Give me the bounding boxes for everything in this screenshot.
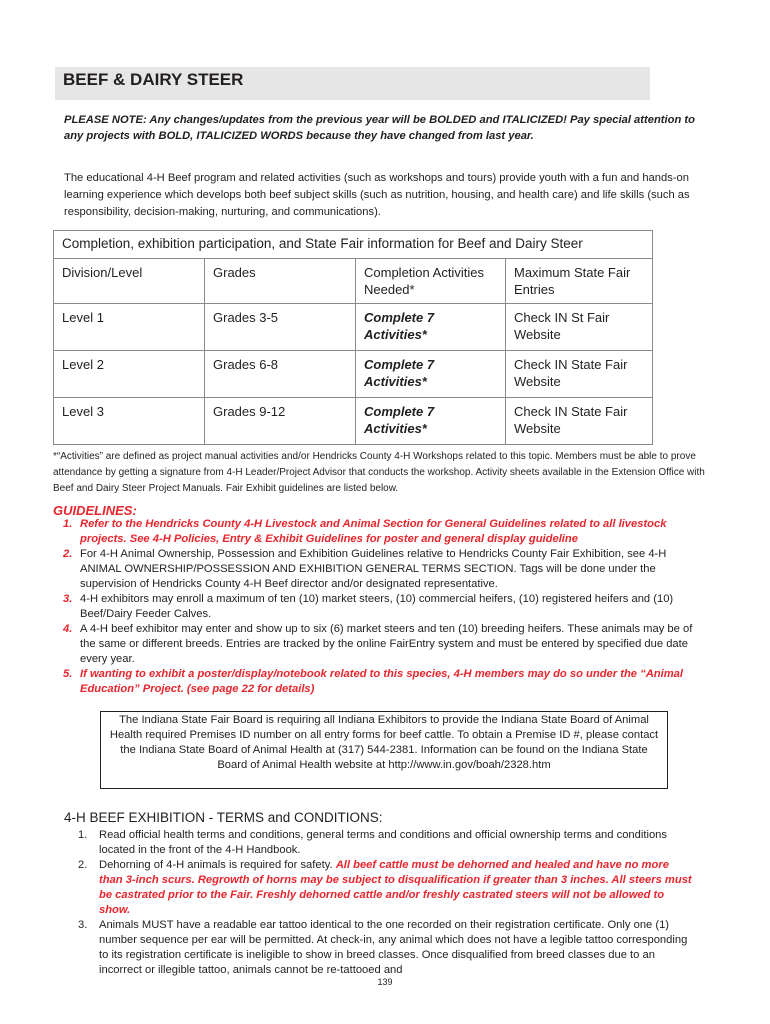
list-item	[64, 918, 694, 978]
header-max-entries: Maximum State Fair Entries	[506, 259, 653, 304]
terms-list	[64, 828, 694, 978]
update-note: PLEASE NOTE: Any changes/updates from the previous year will be BOLDED and ITALICIZED! Pay special attention to any projects with BOLD, ITALICIZED WORDS because they have changed from last year.	[64, 114, 695, 142]
item-text: Refer to the Hendricks County 4-H Livestock and Animal Section for General Guidelines related to all livestock projects. See 4-H Policies, Entry & Exhibit Guidelines for poster and general display guideline	[80, 518, 667, 545]
cell-entries: Check IN State Fair Website	[506, 398, 653, 445]
notice-text: The Indiana State Fair Board is requiring all Indiana Exhibitors to provide the Indiana State Board of Animal Health required Premises ID number on all entry forms for beef cattle. To obtain a Premise ID #, please contact the Indiana State Board of Animal Health at (317) 544-2381. Information can be found on the Indiana State Board of Animal Health website at http://www.in.gov/boah/2328.htm	[109, 714, 659, 771]
intro-paragraph: The educational 4-H Beef program and related activities (such as workshops and tours) provide youth with a fun and hands-on learning experience which develops both beef subject skills (such as nutrition, housing, and health care) and life skills (such as responsibility, decision-making, nurturing, and communications).	[64, 172, 690, 218]
list-item	[53, 622, 703, 667]
header-division: Division/Level	[54, 259, 205, 304]
cell-level: Level 1	[54, 304, 205, 351]
item-number: 3.	[78, 919, 88, 931]
item-text: Read official health terms and conditions, general terms and conditions and official ownership terms and conditions located in the front of the 4-H Handbook.	[99, 829, 667, 856]
cell-level: Level 2	[54, 351, 205, 398]
header-completion: Completion Activities Needed*	[356, 259, 506, 304]
cell-grades: Grades 9-12	[205, 398, 356, 445]
list-item	[53, 667, 703, 697]
item-number: 1.	[78, 829, 88, 841]
item-number: 2.	[78, 859, 88, 871]
cell-level: Level 3	[54, 398, 205, 445]
item-text: Dehorning of 4-H animals is required for safety.	[99, 859, 333, 871]
page-number: 139	[377, 977, 393, 987]
table-caption: Completion, exhibition participation, and State Fair information for Beef and Dairy Steer	[54, 231, 653, 259]
list-item	[53, 547, 703, 592]
item-text: If wanting to exhibit a poster/display/notebook related to this species, 4-H members may do so under the “Animal Education” Project. (see page 22 for details)	[80, 668, 683, 695]
table-row	[54, 351, 653, 398]
cell-entries: Check IN State Fair Website	[506, 351, 653, 398]
list-item	[64, 858, 694, 918]
cell-activities: Complete 7 Activities*	[356, 351, 506, 398]
guidelines-list	[53, 517, 703, 697]
premises-id-notice	[100, 711, 668, 789]
cell-entries: Check IN St Fair Website	[506, 304, 653, 351]
item-number: 4.	[63, 623, 73, 635]
section-title: BEEF & DAIRY STEER	[63, 70, 244, 89]
item-text: 4-H exhibitors may enroll a maximum of ten (10) market steers, (10) commercial heifers, (10) registered heifers and (10) Beef/Dairy Feeder Calves.	[80, 593, 674, 620]
table-row	[54, 304, 653, 351]
activities-footnote: *“Activities” are defined as project manual activities and/or Hendricks County 4-H Workshops related to this topic. Members must be able to prove attendance by getting a signature from 4-H Leader/Project Advisor that conducts the workshop. Activity sheets available in the Extension Office with Beef and Dairy Steer Project Manuals. Fair Exhibit guidelines are listed below.	[53, 451, 705, 494]
item-text: A 4-H beef exhibitor may enter and show up to six (6) market steers and ten (10) breeding heifers. These animals may be of the same or different breeds. Entries are tracked by the online FairEntry system and must be entered by specified due date every year.	[80, 623, 693, 665]
cell-grades: Grades 6-8	[205, 351, 356, 398]
terms-heading: 4-H BEEF EXHIBITION - TERMS and CONDITIONS:	[64, 810, 383, 825]
list-item	[53, 517, 703, 547]
table-row	[54, 398, 653, 445]
item-emphasis: All beef cattle must be dehorned and healed and have no more than 3-inch scurs. Regrowth of horns may be subject to disqualification if greater than 3 inches. All steers must be castrated prior to the Fair. Freshly dehorned cattle and/or freshly castrated steers will not be allowed to show.	[99, 859, 692, 916]
guidelines-heading: GUIDELINES:	[53, 503, 137, 518]
item-number: 3.	[63, 593, 73, 605]
item-text: Animals MUST have a readable ear tattoo identical to the one recorded on their registration certificate. Only one (1) number sequence per ear will be permitted. At check-in, any animal which does not have a legible tattoo corresponding to its registration certificate is ineligible to show in breed classes. Once disqualified from breed classes due to an incorrect or illegible tattoo, animals cannot be re-tattooed and	[99, 919, 688, 976]
item-number: 1.	[63, 518, 73, 530]
item-text: For 4-H Animal Ownership, Possession and Exhibition Guidelines relative to Hendricks County Fair Exhibition, see 4-H ANIMAL OWNERSHIP/POSSESSION AND EXHIBITION GENERAL TERMS SECTION. Tags will be done under the supervision of Hendricks County 4-H Beef director and/or designated representative.	[80, 548, 667, 590]
item-number: 5.	[63, 668, 73, 680]
cell-grades: Grades 3-5	[205, 304, 356, 351]
list-item	[64, 828, 694, 858]
header-grades: Grades	[205, 259, 356, 304]
cell-activities: Complete 7 Activities*	[356, 398, 506, 445]
item-number: 2.	[63, 548, 73, 560]
cell-activities: Complete 7 Activities*	[356, 304, 506, 351]
completion-table	[53, 230, 653, 445]
list-item	[53, 592, 703, 622]
section-title-bar	[55, 67, 650, 100]
